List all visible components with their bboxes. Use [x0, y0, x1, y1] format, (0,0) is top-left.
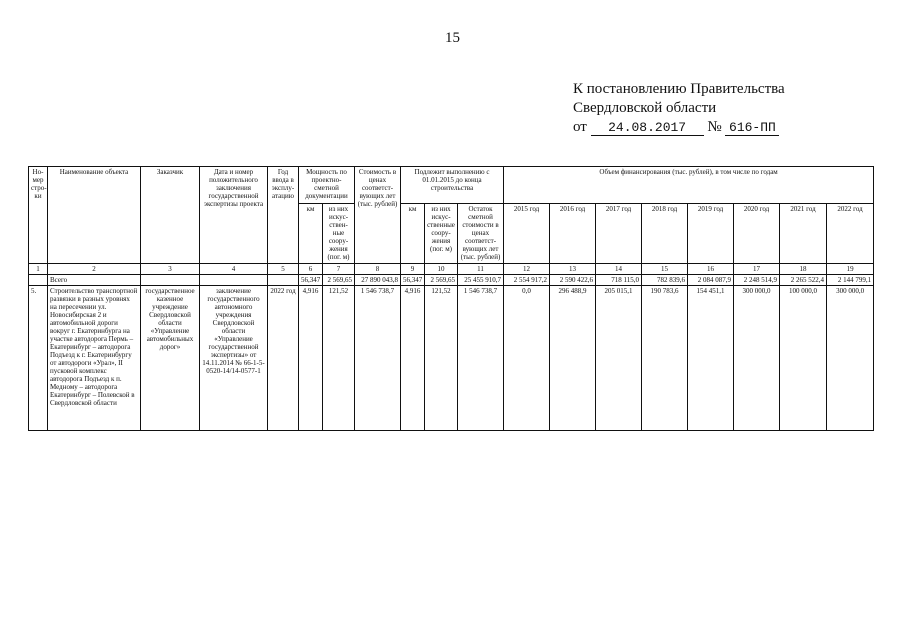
total-label: Всего — [48, 275, 141, 286]
row-value: 300 000,0 — [827, 286, 874, 431]
row-value: 121,52 — [323, 286, 355, 431]
row-value: 1 546 738,7 — [355, 286, 401, 431]
number-prefix: № — [707, 119, 722, 135]
header-cost: Стоимость в ценах соответст-вующих лет (тыс. рублей) — [355, 167, 401, 264]
row-value: 205 015,1 — [596, 286, 642, 431]
total-value: 2 248 514,9 — [734, 275, 780, 286]
total-value: 2 590 422,6 — [550, 275, 596, 286]
column-index: 5 — [268, 264, 299, 275]
total-value: 56,347 — [299, 275, 323, 286]
total-customer-cell — [141, 275, 200, 286]
header-capacity-structures: из них искус-ствен-ные соору-жения (пог. м) — [323, 204, 355, 264]
header-customer: Заказчик — [141, 167, 200, 264]
header-expertise: Дата и номер положительного заключения государственной экспертизы проекта — [200, 167, 268, 264]
total-expertise-cell — [200, 275, 268, 286]
row-value: 296 488,9 — [550, 286, 596, 431]
total-value: 25 455 910,7 — [458, 275, 504, 286]
total-value: 2 569,65 — [425, 275, 458, 286]
row-number: 5. — [29, 286, 48, 431]
total-value: 56,347 — [401, 275, 425, 286]
row-value: 4,916 — [299, 286, 323, 431]
column-index: 7 — [323, 264, 355, 275]
total-value: 782 839,6 — [642, 275, 688, 286]
column-index: 17 — [734, 264, 780, 275]
header-year-2021: 2021 год — [780, 204, 827, 264]
resolution-number: 616-ПП — [725, 121, 779, 136]
resolution-date-line — [573, 118, 785, 137]
header-year-2017: 2017 год — [596, 204, 642, 264]
row-value: 1 546 738,7 — [458, 286, 504, 431]
header-year-2020: 2020 год — [734, 204, 780, 264]
header-object-name: Наименование объекта — [48, 167, 141, 264]
total-value: 2 144 799,1 — [827, 275, 874, 286]
header-commissioning-year: Год ввода в эксплу-атацию — [268, 167, 299, 264]
total-year-cell — [268, 275, 299, 286]
total-row-number-cell — [29, 275, 48, 286]
funding-table — [28, 166, 874, 431]
total-row — [29, 275, 874, 286]
row-value: 154 451,1 — [688, 286, 734, 431]
header-remaining-km: км — [401, 204, 425, 264]
commissioning-year: 2022 год — [268, 286, 299, 431]
header-remaining-structures: из них искус-ственные соору-жения (пог. м) — [425, 204, 458, 264]
header-row-number: Но-мер стро-ки — [29, 167, 48, 264]
header-year-2019: 2019 год — [688, 204, 734, 264]
expertise: заключение государственного автономного учреждения Свердловской области «Управление государственной экспертизы» от 14.11.2014 № 66-1-5-0520-14/14-0577-1 — [200, 286, 268, 431]
column-index: 4 — [200, 264, 268, 275]
total-value: 2 569,65 — [323, 275, 355, 286]
column-index: 12 — [504, 264, 550, 275]
header-capacity: Мощность по проектно-сметной документации — [299, 167, 355, 204]
header-capacity-km: км — [299, 204, 323, 264]
column-index: 6 — [299, 264, 323, 275]
resolution-line-2: Свердловской области — [573, 100, 717, 116]
row-value: 300 000,0 — [734, 286, 780, 431]
row-value: 190 783,6 — [642, 286, 688, 431]
table-row — [29, 286, 874, 431]
column-index: 18 — [780, 264, 827, 275]
column-index: 8 — [355, 264, 401, 275]
total-value: 2 554 917,2 — [504, 275, 550, 286]
row-value: 4,916 — [401, 286, 425, 431]
column-index: 11 — [458, 264, 504, 275]
header-year-2018: 2018 год — [642, 204, 688, 264]
column-index: 1 — [29, 264, 48, 275]
customer: государственное казенное учреждение Свердловской области «Управление автомобильных дорог» — [141, 286, 200, 431]
column-index: 9 — [401, 264, 425, 275]
resolution-date: 24.08.2017 — [591, 121, 704, 136]
column-index: 13 — [550, 264, 596, 275]
column-index: 19 — [827, 264, 874, 275]
total-value: 27 890 043,8 — [355, 275, 401, 286]
header-year-2015: 2015 год — [504, 204, 550, 264]
column-index: 14 — [596, 264, 642, 275]
object-name: Строительство транспортной развязки в разных уровнях на пересечении ул. Новосибирская 2 и автомобильной дороги вокруг г. Екатеринбурга на участке автодорога Пермь – Екатеринбург – автодорога Подъезд к г. Екатеринбургу от автодороги «Урал», II пусковой комплекс автодорога Подъезд к п. Медному – автодорога Екатеринбург – Полевской в Свердловской области — [48, 286, 141, 431]
header-remaining-cost: Остаток сметной стоимости в ценах соответст-вующих лет (тыс. рублей) — [458, 204, 504, 264]
header-year-2016: 2016 год — [550, 204, 596, 264]
row-value: 100 000,0 — [780, 286, 827, 431]
column-index: 15 — [642, 264, 688, 275]
row-value: 0,0 — [504, 286, 550, 431]
row-value: 121,52 — [425, 286, 458, 431]
column-index: 2 — [48, 264, 141, 275]
column-index: 16 — [688, 264, 734, 275]
total-value: 2 265 522,4 — [780, 275, 827, 286]
column-index-row — [29, 264, 874, 275]
header-remaining: Подлежит выполнению с 01.01.2015 до конца строительства — [401, 167, 504, 204]
header-funding: Объем финансирования (тыс. рублей), в том числе по годам — [504, 167, 874, 204]
resolution-line-1: К постановлению Правительства — [573, 81, 785, 97]
total-value: 2 084 087,9 — [688, 275, 734, 286]
page-number: 15 — [445, 30, 460, 46]
header-year-2022: 2022 год — [827, 204, 874, 264]
resolution-header — [573, 80, 785, 137]
date-prefix: от — [573, 119, 587, 135]
column-index: 10 — [425, 264, 458, 275]
column-index: 3 — [141, 264, 200, 275]
total-value: 718 115,0 — [596, 275, 642, 286]
